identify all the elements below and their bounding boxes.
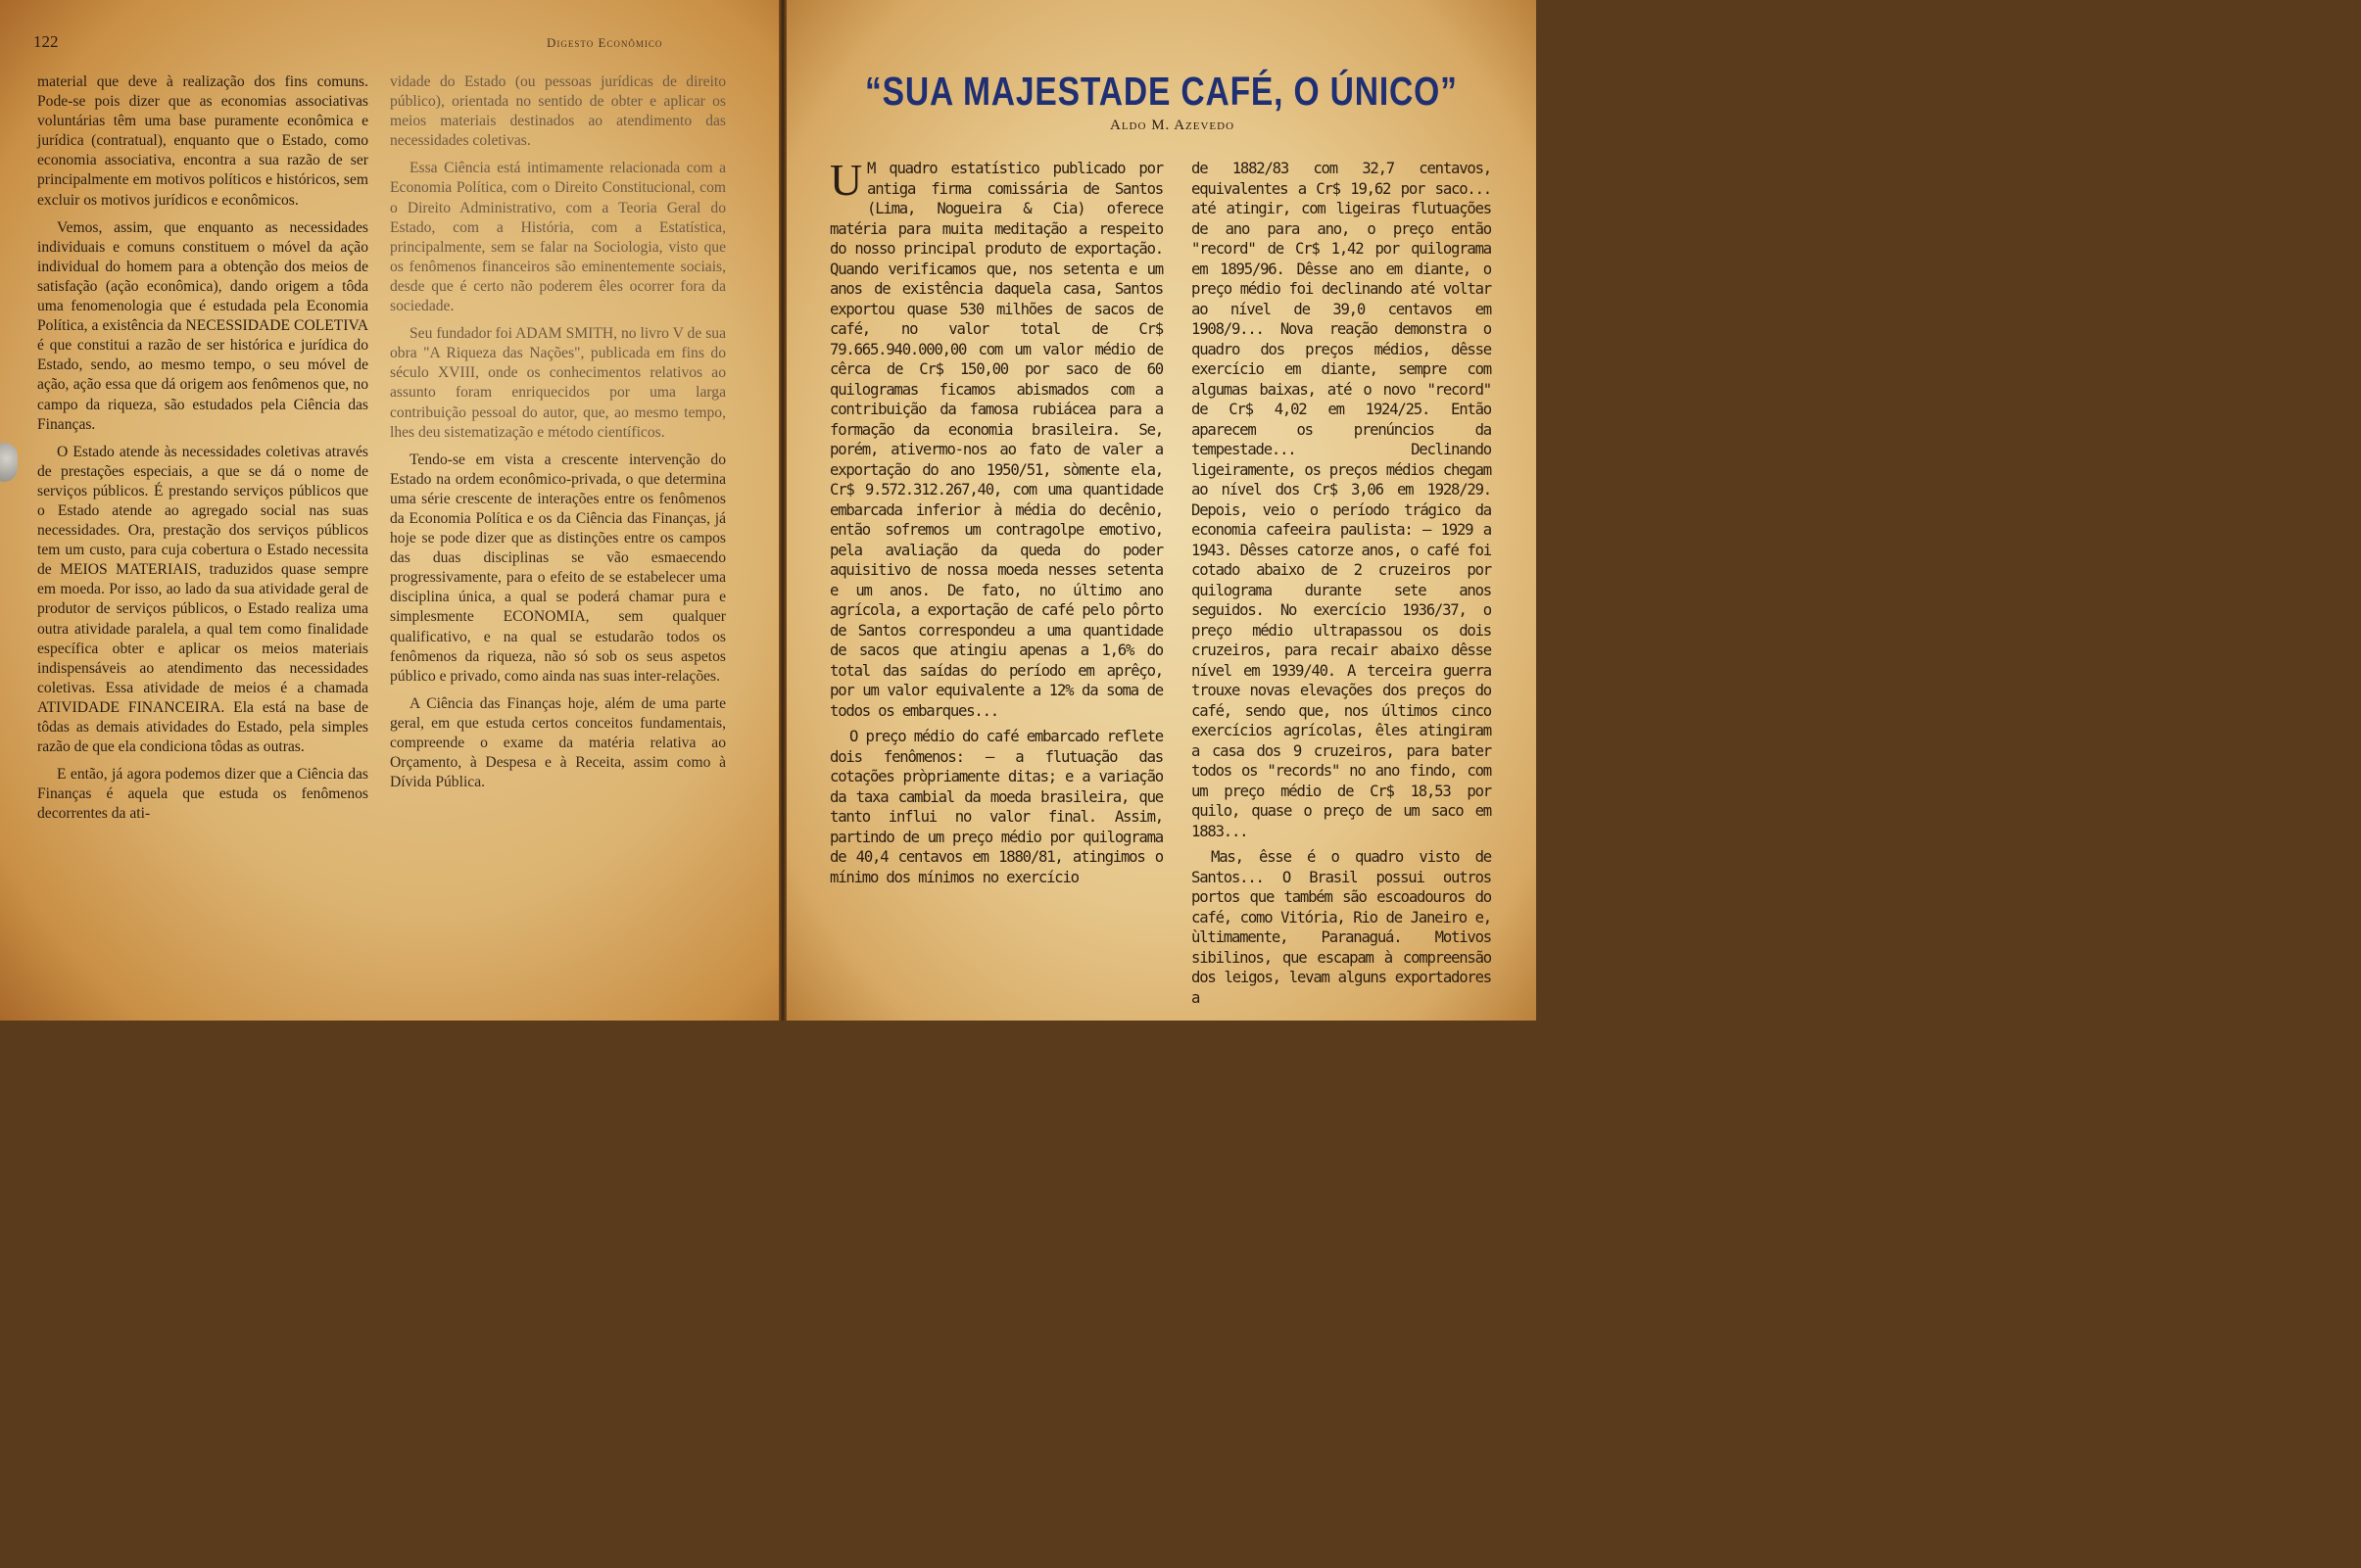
paragraph: Vemos, assim, que enquanto as necessidades individuais e comuns constituem o móvel da ação individual do homem para a obtenção dos meios de satisfação (ação econômica), dando origem a tôda uma fenomenologia que é estudada pela Economia Política, a existência da NECESSIDADE COLETIVA é que constitui a razão de ser histórica e jurídica do Estado, sendo, ao mesmo tempo, o seu móvel de ação, ação essa que dá origem aos fenômenos que, no campo da riqueza, são estudados pela Ciência das Finanças. [37,218,368,433]
paragraph-text: M quadro estatístico publicado por antiga firma comissária de Santos (Lima, Nogueira & Cia) oferece matéria para muita meditação a respeito do nosso principal produto de exportação. Quando verificamos que, nos setenta e um anos de existência daquela casa, Santos exportou quase 530 milhões de sacos de café, no valor total de Cr$ 79.665.940.000,00 com um valor médio de cêrca de Cr$ 150,00 por saco de 60 quilogramas ficamos abismados com a contribuição da famosa rubiácea para a formação da economia brasileira. Se, porém, ativermo-nos ao fato de valer a exportação do ano 1950/51, sòmente ela, Cr$ 9.572.312.267,40, com uma quantidade embarcada inferior à média do decênio, então sofremos um contragolpe emotivo, pela avaliação da queda do poder aquisitivo de nossa moeda nesses setenta e um anos. De fato, no último ano agrícola, a exportação de café pelo pôrto de Santos correspondeu a uma quantidade de sacos que atingiu apenas a 1,6% do total das saídas do período em aprêço, por um valor equivalente a 12% da soma de todos os embarques... [830,160,1163,720]
paragraph: O preço médio do café embarcado reflete dois fenômenos: — a flutuação das cotações pròpriamente ditas; e a variação da taxa cambial da moeda brasileira, que tanto influi no valor final. Assim, partindo de um preço médio por quilograma de 40,4 centavos em 1880/81, atingimos o mínimo dos mínimos no exercício [830,728,1163,886]
paragraph: Tendo-se em vista a crescente intervenção do Estado na ordem econômico-privada, o que determina uma série crescente de interações entre os fenômenos da Economia Política e os da Ciência das Finanças, já hoje se pode dizer que as distinções entre os campos das duas disciplinas se vão esmaecendo progressivamente, para o efeito de se estabelecer uma disciplina única, a qual se poderá chamar pura e simplesmente ECONOMIA, sem qualquer qualificativo, e na qual se estudarão todos os fenômenos da riqueza, não só sob os seus aspetos público e privado, como ainda nas suas inter-relações. [390,451,726,685]
article-author: Aldo M. Azevedo [1110,118,1235,133]
right-column-2 [1191,159,1491,1014]
paragraph: de 1882/83 com 32,7 centavos, equivalentes a Cr$ 19,62 por saco... até atingir, com ligeiras flutuações de ano para ano, o preço então "record" de Cr$ 1,42 por quilograma em 1895/96. Dêsse ano em diante, o preço médio foi declinando até voltar ao nível de 39,0 centavos em 1908/9... Nova reação demonstra o quadro dos preços médios, dêsse exercício em diante, sempre com algumas baixas, até o novo "record" de Cr$ 4,02 em 1924/25. Então aparecem os prenúncios da tempestade... Declinando ligeiramente, os preços médios chegam ao nível dos Cr$ 3,06 em 1928/29. Depois, veio o período trágico da economia cafeeira paulista: — 1929 a 1943. Dêsses catorze anos, o café foi cotado abaixo de 2 cruzeiros por quilograma durante sete anos seguidos. No exercício 1936/37, o preço médio ultrapassou os dois cruzeiros, para recair abaixo dêsse nível em 1939/40. A terceira guerra trouxe novas elevações dos preços do café, sendo que, nos últimos cinco exercícios agrícolas, êles atingiram a casa dos 9 cruzeiros, para bater todos os "records" no ano findo, com um preço médio de Cr$ 18,53 por quilo, quase o preço de um saco em 1883... [1191,160,1491,840]
right-page [787,0,1536,1021]
paragraph: material que deve à realização dos fins comuns. Pode-se pois dizer que as economias associativas voluntárias têm uma base puramente econômica e jurídica (contratual), enquanto que o Estado, como economia associativa, encontra a sua razão de ser principalmente em motivos políticos e históricos, sem excluir os motivos jurídicos e econômicos. [37,73,368,209]
paragraph: Seu fundador foi ADAM SMITH, no livro V de sua obra "A Riqueza das Nações", publicada em fins do século XVIII, onde os conhecimentos relativos ao assunto foram enriquecidos por uma larga contribuição pessoal do autor, que, ao mesmo tempo, lhes deu sistematização e método científicos. [390,325,726,441]
paragraph: Essa Ciência está intimamente relacionada com a Economia Política, com o Direito Constitucional, com o Direito Administrativo, com a Teoria Geral do Estado, com a História, com a Estatística, principalmente, sem se falar na Sociologia, visto que os fenômenos financeiros são eminentemente sociais, desde que é certo não poderem êles ocorrer fora da sociedade. [390,160,726,315]
article-title: “SUA MAJESTADE CAFÉ, O ÚNICO” [865,69,1458,114]
right-column-1 [830,155,1163,893]
drop-cap: U [830,155,862,205]
running-head: Digesto Econômico [547,35,663,50]
book-gutter [779,0,787,1021]
page-number: 122 [33,32,59,51]
paragraph: E então, já agora podemos dizer que a Ciência das Finanças é aquela que estuda os fenômenos decorrentes da ati- [37,766,368,823]
left-column-1 [37,72,368,832]
paragraph: A Ciência das Finanças hoje, além de uma parte geral, em que estuda certos conceitos fundamentais, compreende o exame da matéria relativa ao Orçamento, à Despesa e à Receita, assim como à Dívida Pública. [390,694,726,791]
paragraph: O Estado atende às necessidades coletivas através de prestações especiais, a que se dá o nome de serviços públicos. É prestando serviços públicos que o Estado atende ao agregado social nas suas necessidades. Ora, prestação dos serviços públicos tem um custo, para cuja cobertura o Estado necessita de MEIOS MATERIAIS, traduzidos quase sempre em moeda. Por isso, ao lado da sua atividade geral de produtor de serviços públicos, o Estado realiza uma outra atividade paralela, a qual tem como finalidade específica obter e aplicar os meios materiais indispensáveis ao atendimento das necessidades coletivas. Essa atividade de meios é a chamada ATIVIDADE FINANCEIRA. Ela está na base de tôdas as demais atividades do Estado, pela simples razão de que ela condiciona tôdas as outras. [37,443,368,756]
paragraph: Mas, êsse é o quadro visto de Santos... O Brasil possui outros portos que também são escoadouros do café, como Vitória, Rio de Janeiro e, ùltimamente, Paranaguá. Motivos sibilinos, que escapam à compreensão dos leigos, levam alguns exportadores a [1191,848,1491,1007]
binder-clip [0,443,18,482]
left-page [0,0,779,1021]
paragraph: vidade do Estado (ou pessoas jurídicas de direito público), orientada no sentido de obter e aplicar os meios materiais destinados ao atendimento das necessidades coletivas. [390,73,726,150]
left-column-2 [390,72,726,800]
paragraph [830,155,1163,721]
